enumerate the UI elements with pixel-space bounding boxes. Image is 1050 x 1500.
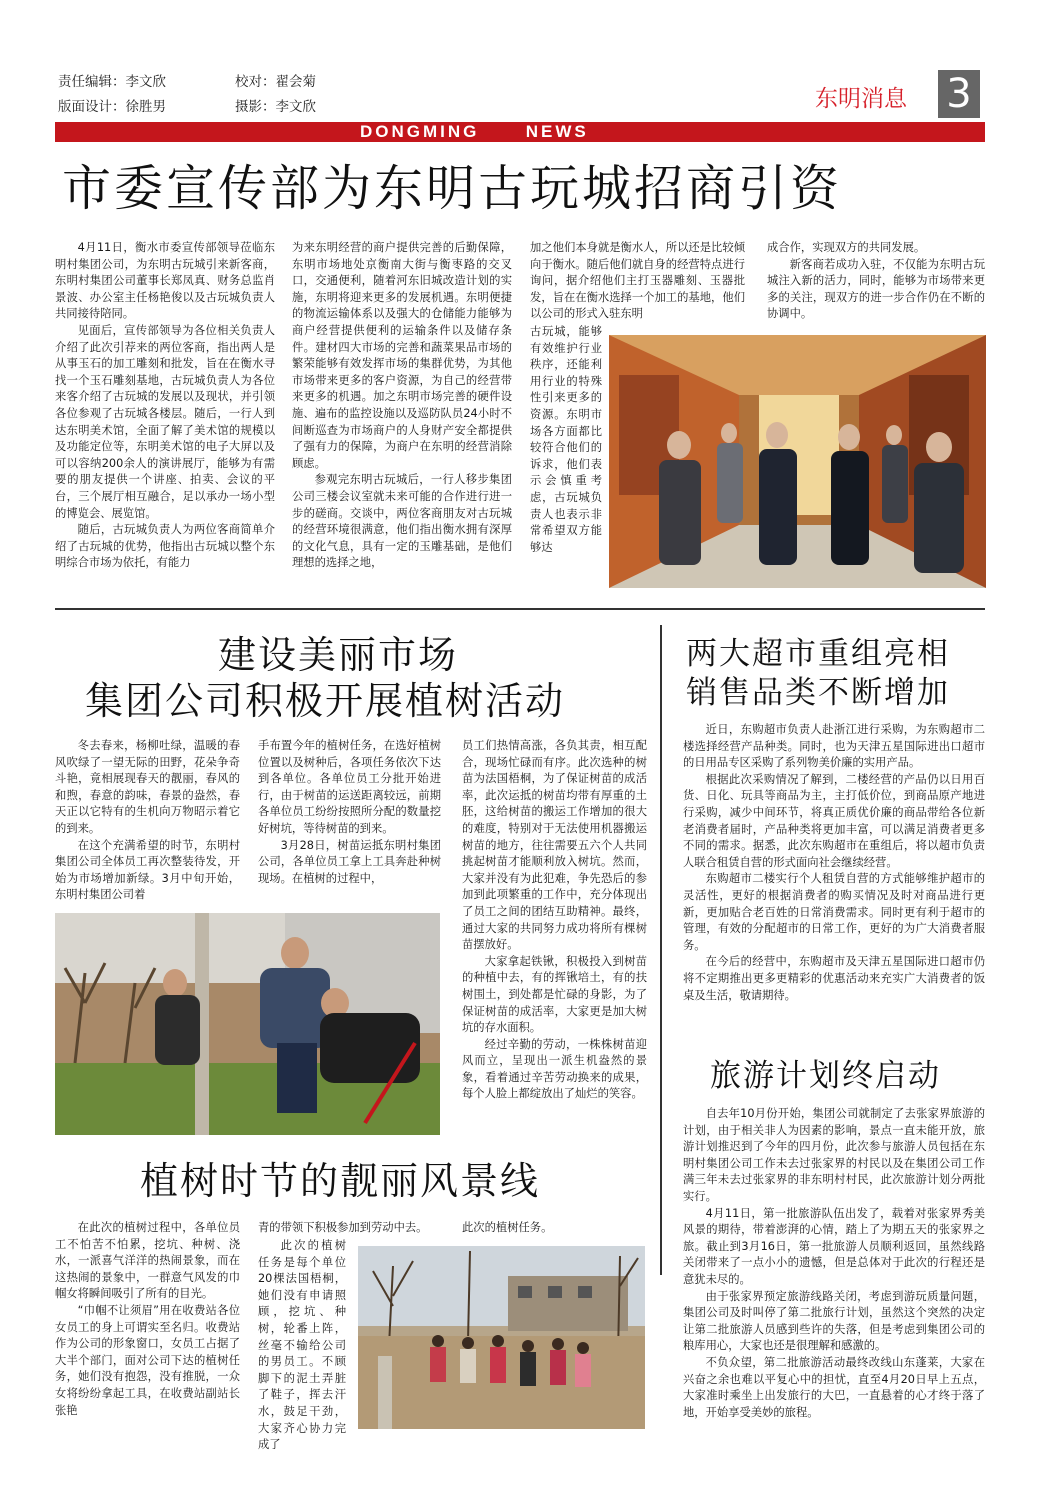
article1-column-3-top xyxy=(530,240,745,323)
article5-p3: 由于张家界预定旅游线路关闭，考虑到游玩质量问题，集团公司及时叫停了第二批旅行计划，虽然这个突然的决定让第二批旅游人员感到些许的失落，但是考虑到集团公司的粮库用心，大家也还是很理解和感激的。 xyxy=(683,1289,985,1353)
article1-c4-p2: 新客商若成功入驻，不仅能为东明古玩城注入新的活力，同时，能够为市场带来更多的关注，现双方的进一步合作仍在不断的协调中。 xyxy=(767,257,985,321)
banner-text: DONGMING NEWS xyxy=(360,122,589,141)
article5-body xyxy=(683,1106,985,1421)
article3-c2-p2: 此次的植树任务是每个单位20棵法国梧桐，她们没有申请照顾，挖坑、种树，轮番上阵，丝毫不输给公司的男员工。不顾脚下的泥土弄脏了鞋子，挥去汗水，鼓足干劲，大家齐心协力完成了 xyxy=(258,1239,346,1452)
article2-column-1 xyxy=(55,738,240,904)
article3-c3-p1: 此次的植树任务。 xyxy=(462,1221,553,1234)
article5-p1: 自去年10月份开始，集团公司就制定了去张家界旅游的计划，由于相关非人为因素的影响，景点一直未能开放，旅游计划推迟到了今年的四月份，此次参与旅游人员包括在东明村集团公司工作未去过张家界的村民以及在集团公司工作满三年未去过张家界的非东明村村民，此次旅游计划分两批实行。 xyxy=(683,1107,985,1203)
article4-p4: 在今后的经营中，东购超市及天津五星国际进口超市仍将不定期推出更多更精彩的优惠活动来充实广大消费者的饭桌及生活，敬请期待。 xyxy=(683,955,985,1002)
article1-c3-p1: 加之他们本身就是衡水人，所以还是比较倾向于衡水。随后他们就自身的经营特点进行询问，据介绍他们主打玉器雕刻、玉器批发，旨在在衡水选择一个加工的基地，他们以公司的形式入驻东明 xyxy=(530,241,745,321)
tree-planting-photo xyxy=(55,913,440,1135)
article1-column-2 xyxy=(292,240,512,572)
article2-headline-line2: 集团公司积极开展植树活动 xyxy=(85,679,566,723)
article1-c4-p1: 成合作，实现双方的共同发展。 xyxy=(767,241,926,254)
article1-c2-p2: 参观完东明古玩城后，一行人移步集团公司三楼会议室就未来可能的合作进行进一步的磋商。交谈中，两位客商朋友对古玩城的经营环境很满意，他们指出衡水拥有深厚的文化气息，具有一定的玉雕基础，是他们理想的选择之地， xyxy=(292,473,512,570)
article1-headline: 市委宣传部为东明古玩城招商引资 xyxy=(62,160,843,217)
article2-c3-p2: 大家拿起铁锹，积极投入到树苗的种植中去，有的挥锹培土，有的扶树围土，到处都是忙碌的身影，为了保证树苗的成活率，大家更是加大树坑的存水面积。 xyxy=(462,954,647,1035)
proofreader-credit: 校对：翟会菊 xyxy=(235,74,316,90)
article5-p2: 4月11日，第一批旅游队伍出发了，载着对张家界秀美风景的期待，带着澎湃的心情，踏上了为期五天的张家界之旅。截止到3月16日，第一批旅游人员顺利返回，虽然线路关闭带来了一点小小的遗憾，但是总体对于此次的行程还是意犹未尽的。 xyxy=(683,1206,985,1286)
section-title: 东明消息 xyxy=(815,86,907,112)
women-tree-planting-photo xyxy=(358,1246,645,1429)
antique-mall-visit-photo xyxy=(609,335,986,588)
article2-c3-p3: 经过辛勤的劳动，一株株树苗迎风而立，呈现出一派生机盎然的景象，看着通过辛苦劳动换来的成果，每个人脸上都绽放出了灿烂的笑容。 xyxy=(462,1037,647,1101)
article4-body xyxy=(683,722,985,1004)
article3-c1-p2: “巾帼不让须眉”用在收费站各位女员工的身上可谓实至名归。收费站作为公司的形象窗口，女员工占据了大半个部门，面对公司下达的植树任务，她们没有抱怨，没有推脱，一众女将纷纷拿起工具，在收费站副站长张艳 xyxy=(55,1303,240,1417)
article3-column-3-top xyxy=(462,1220,647,1237)
article1-c1-p3: 随后，古玩城负责人为两位客商简单介绍了古玩城的优势，他指出古玩城以整个东明综合市场为依托，有能力 xyxy=(55,523,275,570)
article4-p2: 根据此次采购情况了解到，二楼经营的产品仍以日用百货、日化、玩具等商品为主，主打低价位，到商品原产地进行采购，减少中间环节，将真正质优价廉的商品带给各位新老消费者届时，产品种类将更加丰富，可以满足消费者更多不同的需求。据悉，此次东购超市在重组后，将以超市负责人联合租赁自营的形式面向社会继续经营。 xyxy=(683,772,985,869)
article2-c1-p2: 在这个充满希望的时节，东明村集团公司全体员工再次整装待发，开始为市场增加新绿。3月中旬开始，东明村集团公司着 xyxy=(55,838,240,902)
article3-headline: 植树时节的靓丽风景线 xyxy=(140,1159,541,1203)
section-banner xyxy=(55,122,985,142)
article5-p4: 不负众望，第二批旅游活动最终改线山东蓬莱，大家在兴奋之余也难以平复心中的担忧，直至4月20日早上五点，大家准时乘坐上出发旅行的大巴，一直悬着的心才终于落了地，开始享受美妙的旅程。 xyxy=(683,1355,985,1419)
article1-column-3-narrow xyxy=(530,324,602,556)
article4-p1: 近日，东购超市负责人赴浙江进行采购，为东购超市二楼选择经营产品种类。同时，也为天津五星国际进出口超市的日用品专区采购了系列物美价廉的实用产品。 xyxy=(683,723,985,770)
page-number: 3 xyxy=(938,70,980,118)
designer-credit: 版面设计：徐胜男 xyxy=(58,99,166,115)
article3-c1-p1: 在此次的植树过程中，各单位员工不怕苦不怕累，挖坑、种树、浇水，一派喜气洋洋的热闹景象，而在这热闹的景象中，一群意气风发的巾帼女将瞬间吸引了所有的目光。 xyxy=(55,1221,240,1301)
photographer-credit: 摄影：李文欣 xyxy=(235,99,316,115)
article2-column-2 xyxy=(258,738,441,887)
article1-c3-p2: 古玩城，能够有效维护行业秩序，还能利用行业的特殊性引来更多的资源。东明市场各方面都比较符合他们的诉求，他们表示会慎重考虑，古玩城负责人也表示非常希望双方能够达 xyxy=(530,325,602,554)
article3-column-1 xyxy=(55,1220,240,1419)
article4-headline-line1: 两大超市重组亮相 xyxy=(686,636,950,672)
article1-column-1 xyxy=(55,240,275,572)
article1-column-4 xyxy=(767,240,985,323)
article2-c1-p1: 冬去春来，杨柳吐绿，温暖的春风吹绿了一望无际的田野，花朵争奇斗艳，竟相展现春天的靓丽，春风的和煦，春意的韵味，春景的盎然，春天正以它特有的生机向万物昭示着它的到来。 xyxy=(55,739,240,835)
article4-p3: 东购超市二楼实行个人租赁自营的方式能够维护超市的灵活性，更好的根据消费者的购买情况及时对商品进行更新，更加贴合老百姓的日常消费需求。同时更有利于超市的管理，有效的分配超市的日常工作，更好的为广大消费者服务。 xyxy=(683,872,985,952)
article1-c1-p1: 4月11日，衡水市委宣传部领导莅临东明村集团公司，为东明古玩城引来新客商，东明村集团公司董事长郑凤真、财务总监肖景波、办公室主任杨艳俊以及古玩城负责人共同接待陪同。 xyxy=(55,241,275,321)
article2-c3-p1: 员工们热情高涨，各负其责，相互配合，现场忙碌而有序。此次选种的树苗为法国梧桐，为了保证树苗的成活率，此次运抵的树苗均带有厚重的土胚，这给树苗的搬运工作增加的很大的难度，特别对于无法使用机器搬运树苗的地方，往往需要五六个人共同挑起树苗才能顺利放入树坑。然而，大家并没有为此犯难，争先恐后的参加到此项繁重的工作中，充分体现出了员工之间的团结互助精神。最终，通过大家的共同努力成功将所有棵树苗摆放好。 xyxy=(462,739,647,952)
article5-headline: 旅游计划终启动 xyxy=(710,1058,941,1094)
section-divider xyxy=(55,608,985,610)
article3-column-2-top xyxy=(258,1220,453,1237)
article2-c2-p2: 3月28日，树苗运抵东明村集团公司，各单位员工拿上工具奔赴种树现场。在植树的过程中， xyxy=(258,838,441,885)
article2-c2-p1: 手布置今年的植树任务，在选好植树位置以及树种后，各项任务依次下达到各单位。各单位员工分批开始进行，由于树苗的运送距离较远，前期各单位员工纷纷按照所分配的数量挖好树坑，等待树苗的到来。 xyxy=(258,739,441,835)
column-divider xyxy=(660,625,662,1275)
article2-headline-line1: 建设美丽市场 xyxy=(218,633,459,677)
article4-headline-line2: 销售品类不断增加 xyxy=(686,675,950,711)
article3-column-2-narrow xyxy=(258,1238,346,1454)
article1-c2-p1: 为来东明经营的商户提供完善的后勤保障，东明市场地处京衡南大街与衡枣路的交叉口，交通便利，随着河东旧城改造计划的实施，东明将迎来更多的发展机遇。东明便捷的物流运输体系以及强大的仓储能力能够为商户经营提供便利的运输条件以及储存条件。建材四大市场的完善和蔬菜果品市场的繁荣能够有效发挥市场的集群优势，为其他市场带来更多的客户资源，为自己的经营带来更多的机遇。加之东明市场完善的硬件设施、遍布的监控设施以及巡防队员24小时不间断巡查为市场商户的人身财产安全都提供了强有力的保障，为商户在东明的经营消除顾虑。 xyxy=(292,241,512,470)
article3-c2-p1: 青的带领下积极参加到劳动中去。 xyxy=(258,1221,428,1234)
editor-credit: 责任编辑：李文欣 xyxy=(58,74,166,90)
article2-column-3 xyxy=(462,738,647,1103)
article1-c1-p2: 见面后，宣传部领导为各位相关负责人介绍了此次引荐来的两位客商，指出两人是从事玉石的加工雕刻和批发，旨在在衡水寻找一个玉石雕刻基地，古玩城负责人为各位来客介绍了古玩城的发展以及现状，并引领各位参观了古玩城各楼层。随后，一行人到达东明美术馆，全面了解了美术馆的规模以及功能定位等，东明美术馆的电子大屏以及可以容纳200余人的演讲展厅，能够为有需要的朋友提供一个讲座、拍卖、会议的平台，三个展厅相互融合，足以承办一场小型的博览会、展览馆。 xyxy=(55,323,275,520)
